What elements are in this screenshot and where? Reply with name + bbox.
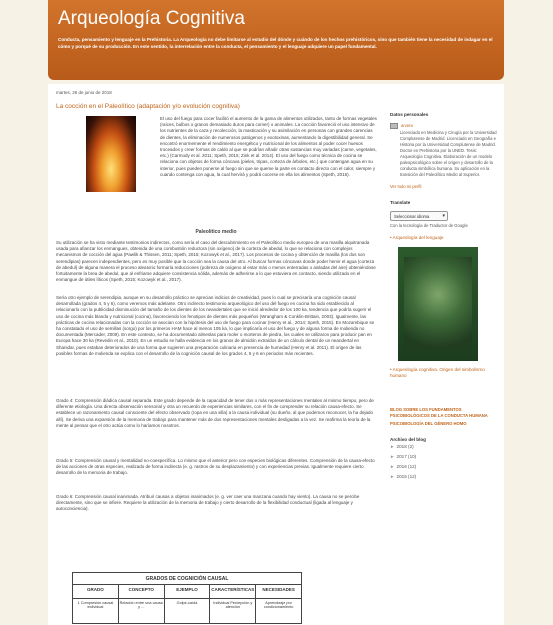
avatar[interactable] — [390, 123, 398, 129]
bullet-link[interactable]: Arqueología cognitiva. Origen del simbolismo humano — [390, 367, 485, 378]
blog-link-1[interactable]: BLOG SOBRE LOS FUNDAMENTOS PSICOBIOLÓGICOS DE LA CONDUCTA HUMANA — [390, 407, 488, 418]
translate-powered — [390, 223, 498, 229]
expand-arrow-icon[interactable]: ► — [390, 474, 395, 479]
language-select[interactable]: Seleccionar idioma ▾ — [390, 211, 448, 221]
table-header-cell: EJEMPLO — [165, 585, 211, 598]
causal-grades-table — [72, 572, 302, 624]
section-heading: Paleolítico medio — [195, 229, 237, 235]
blog-header — [48, 0, 504, 80]
table-cell: Individual Percepción y atención — [210, 599, 256, 623]
table-header-cell: GRADO — [73, 585, 119, 598]
paragraph-middle: Su utilización se ha visto mediante testimonios indirectos, como sería el caso del descubrimiento en el Paleolítico medio europeo de una masilla alquitranada usada para afianzar los enmangues, obtenida de una combustión reductora (sin oxígeno) de la corteza de abedul, lo que se relaciona con complejos mecanismos de cocción del agua (Pawlik & Thissen, 2011; Speth, 2015; Kozowyk et al., 2017). Los procesos de cocina y obtención de masilla (los dos son serendipias) parecen independientes, pero es muy posible que la cocción sea la causa del otro. Al buscar formas cóncavas donde poder hervir el agua (corteza de abedul) de alguna manera el proceso aleatorio formaría reducciones (pobreza de oxígeno al estar más o menos enterradas o aisladas del aire) obteniéndose fortuitamente la brea de abedul, que al enfriarse adquiere consistencia sólida, además de adherirse a lo que estuviera en contacto, siendo utilizado en el enmangue de útiles líticos (Speth, 2015; Kozowyk et al., 2017). — [56, 240, 376, 283]
profile-link[interactable]: Ver todo mi perfil — [390, 184, 422, 189]
book-cover — [404, 257, 472, 351]
archive-item[interactable] — [390, 452, 498, 462]
expand-arrow-icon[interactable]: ► — [390, 444, 395, 449]
table-cell: 1 Compresión causal individual — [73, 599, 119, 623]
blog-link-2[interactable]: PSICOBIOLOGÍA DEL GÉNERO HOMO — [390, 421, 467, 426]
blog-title[interactable]: Arqueología Cognitiva — [58, 8, 245, 29]
archive-link[interactable]: 2016 (12) — [396, 464, 417, 469]
grade-5-text: Grado 5: Comprensión causal y mentalidad no-coespecífica. Lo mismo que el anterior pero con especies biológicas diferentes. Comprensión de la causa-efecto de las acciones de otras especies, realizado de forma indirecta (e. g. rastros de su desplazamiento) y con experiencias previas. Igualmente requiere cierto desarrollo de la memoria de trabajo. — [56, 458, 375, 476]
profile-name[interactable]: arvera — [401, 123, 413, 128]
table-row — [73, 599, 301, 623]
table-header-cell: CONCEPTO — [119, 585, 165, 598]
profile-title: Datos personales — [390, 112, 429, 117]
bullet-item[interactable]: • Arqueología del lenguaje — [390, 235, 444, 240]
archive-link[interactable]: 2017 (10) — [396, 454, 417, 459]
archive-item[interactable] — [390, 472, 498, 482]
fire-image[interactable] — [86, 116, 136, 192]
translate-service-link[interactable]: Traductor de Google — [429, 223, 468, 228]
archive-item[interactable] — [390, 442, 498, 452]
translate-powered-text: Con la tecnología de — [390, 223, 429, 228]
archive-item[interactable] — [390, 462, 498, 472]
translate-title: Translate — [390, 200, 411, 205]
table-header-cell: CARACTERÍSTICAS — [210, 585, 256, 598]
post-title[interactable]: La cocción en el Paleolítico (adaptación y/o evolución cognitiva) — [56, 103, 240, 110]
table-cell: Relación entre una causa y ... — [119, 599, 165, 623]
archive-link[interactable]: 2018 (2) — [396, 444, 414, 449]
bullet-link[interactable]: Arqueología del lenguaje — [392, 235, 444, 240]
main-column — [56, 88, 376, 110]
profile-block — [390, 123, 498, 129]
blog-description: Conducta, pensamiento y lenguaje en la Prehistoria. La Arqueología no debe limitarse al estudio del dónde y cuándo de los hechos prehistóricos, sino que también tiene la necesidad de indagar en el cómo y porqué de su producción. En este sentido, la interrelación entre la conducta, el pensamiento y el lenguaje adquiere un papel fundamental. — [58, 37, 493, 49]
table-title: GRADOS DE COGNICIÓN CAUSAL — [73, 573, 301, 585]
table-header — [73, 585, 301, 599]
archive-link[interactable]: 2015 (12) — [396, 474, 417, 479]
paragraph-intro: El uso del fuego para cocer facilitó el aumento de la gama de alimentos utilizados, tanto de formas vegetales (raíces, bulbos o granos demasiado duros para comer) o animales. La cocción favoreció el uso intensivo de los nutrientes de la caza y recolección, la masticación y su asimilación en personas con grandes carencias de dientes, la eliminación de numerosos patógenos y exotoxinas, aumentando la digestibilidad general. Se encontró enormemente el rendimiento energético y nutricional de los alimentos al poder cocer huesos troceados y creer formas de caldo al que se podrían añadir otras sustancias muy variadas (carne, vegetales, etc.) (Carmody et al. 2011; Speth, 2015; Zink et al. 2014). El uso del fuego como técnica de cocina se relaciona con objetos de forma cóncava (pieles, tripas, corteza de árboles, etc.) que contengan agua en su interior, pues pueden ponerse al fuego sin que se queme la parte en contacto directo con el calor, siempre y cuando contenga con agua, la cual hervirá y podrá cocerse en ella los alimentos (Speth, 2015). — [160, 116, 377, 177]
content-area — [48, 84, 504, 625]
bullet-item[interactable]: • Arqueología cognitiva. Origen del simbolismo humano — [390, 367, 485, 378]
profile-bio: Licenciado en Medicina y Cirugía por la Universidad Complutense de Madrid. Licenciado en Geografía e Historia por la Universidad Complutense de Madrid. Doctor en Prehistoria por la UNED. Tesis: Arqueología Cognitiva. Elaboración de un modelo paleopsicológico sobre el origen y desarrollo de la conducta simbólica humana. Su aplicación en la transición del Paleolítico Medio al Superior. — [400, 130, 497, 177]
paragraph-serendipia: Sería otro ejemplo de serendipia, aunque en su desarrollo práctico se aprecian indicios de creatividad, pues lo cual se precisaría una cognición causal desarrollada (grados 4, 5 y 6), como veremos más adelante. Otro indirecto testimonio arqueológico del uso del fuego en cocina ha sido establecido al relacionarlo con la publicidad disminución del tamaño de los dientes de los neandertales que se inició alrededor de los 100 ka, tendencia que podría sugerir el uso de cocina más blanda y nutricional (cocina), favoreciendo los fenotipos de dientes más pequeños (Wrangham & Conklin-Brittain, 2003). Igualmente, las prácticas de cocina relacionadas con la cocción se asocian con la hipótesis del uso de fuego para cocinar (Henry et al., 2014; Speth, 2015). En Mozambique se ha constatado el uso de semillas (sorgo) por los primeros HAM hace al menos 105 ka, lo que implicaría el uso del fuego y de alguna forma de molienda no documentada (Mercader, 2009). En este contexto, se ha documentado almeslas para moler o morteros de piedra, los cuales se utilizaron para producir pan en Europa hace 30 ka (Revedin et al., 2010). En un estudio se halla evidencia en los granos de almidón extraídos de un cálculo dental de un neandertal en Shanidar, pues estaban deteriorados de una forma que sugieren una preparación culinaria en presencia de humedad (Henry et al. 2011). El origen de las posibles formas de molienda se explica con el desarrollo de la cognición causal de los grados 4, 5 y 6 en periodos más recientes. — [56, 295, 375, 356]
book-image[interactable] — [398, 247, 478, 361]
post-date: martes, 26 de junio de 2018 — [56, 90, 112, 95]
table-cell: Aprendizaje por condicionamiento — [263, 601, 294, 609]
archive-title: Archivo del blog — [390, 437, 426, 442]
grade-6-text: Grado 6: Comprensión causal inanimada. Atribuir causas a objetos inanimados (e. g. ver caer una manzana cuando hay viento). La causa no se percibe directamente, sino que se infiere. Requiere la utilización de la memoria de trabajo y cierto desarrollo de la flexibilidad conductual (ligada al lenguaje y autoconciencia). — [56, 494, 360, 512]
expand-arrow-icon[interactable]: ► — [390, 464, 395, 469]
sidebar — [390, 112, 498, 482]
grade-4-text: Grado 4: Comprensión diádica causal separada. Este grado depende de la capacidad de tener dos o más representaciones mentales al mismo tiempo, pero de diferente etiología. Una directa observación sensorial y otra un recuerdo de experiencias similares, con el fin de comprender su relación causa-efecto. Se establece un razonamiento causal consciente del efecto observado (ropa en una silla) a la causa individual (su dueño, al que podemos reconocer, la ha dejado allí). Se deriva una expansión de la memoria de trabajo para mantener más de dos representaciones mentales desligadas a la vez. Se reafirma la teoría de la mente al pensar que el otro actúa como lo haríamos nosotros. — [56, 398, 374, 428]
table-cell: Golpe-caída — [165, 599, 211, 623]
expand-arrow-icon[interactable]: ► — [390, 454, 395, 459]
table-header-cell: NECESIDADES — [262, 587, 295, 592]
